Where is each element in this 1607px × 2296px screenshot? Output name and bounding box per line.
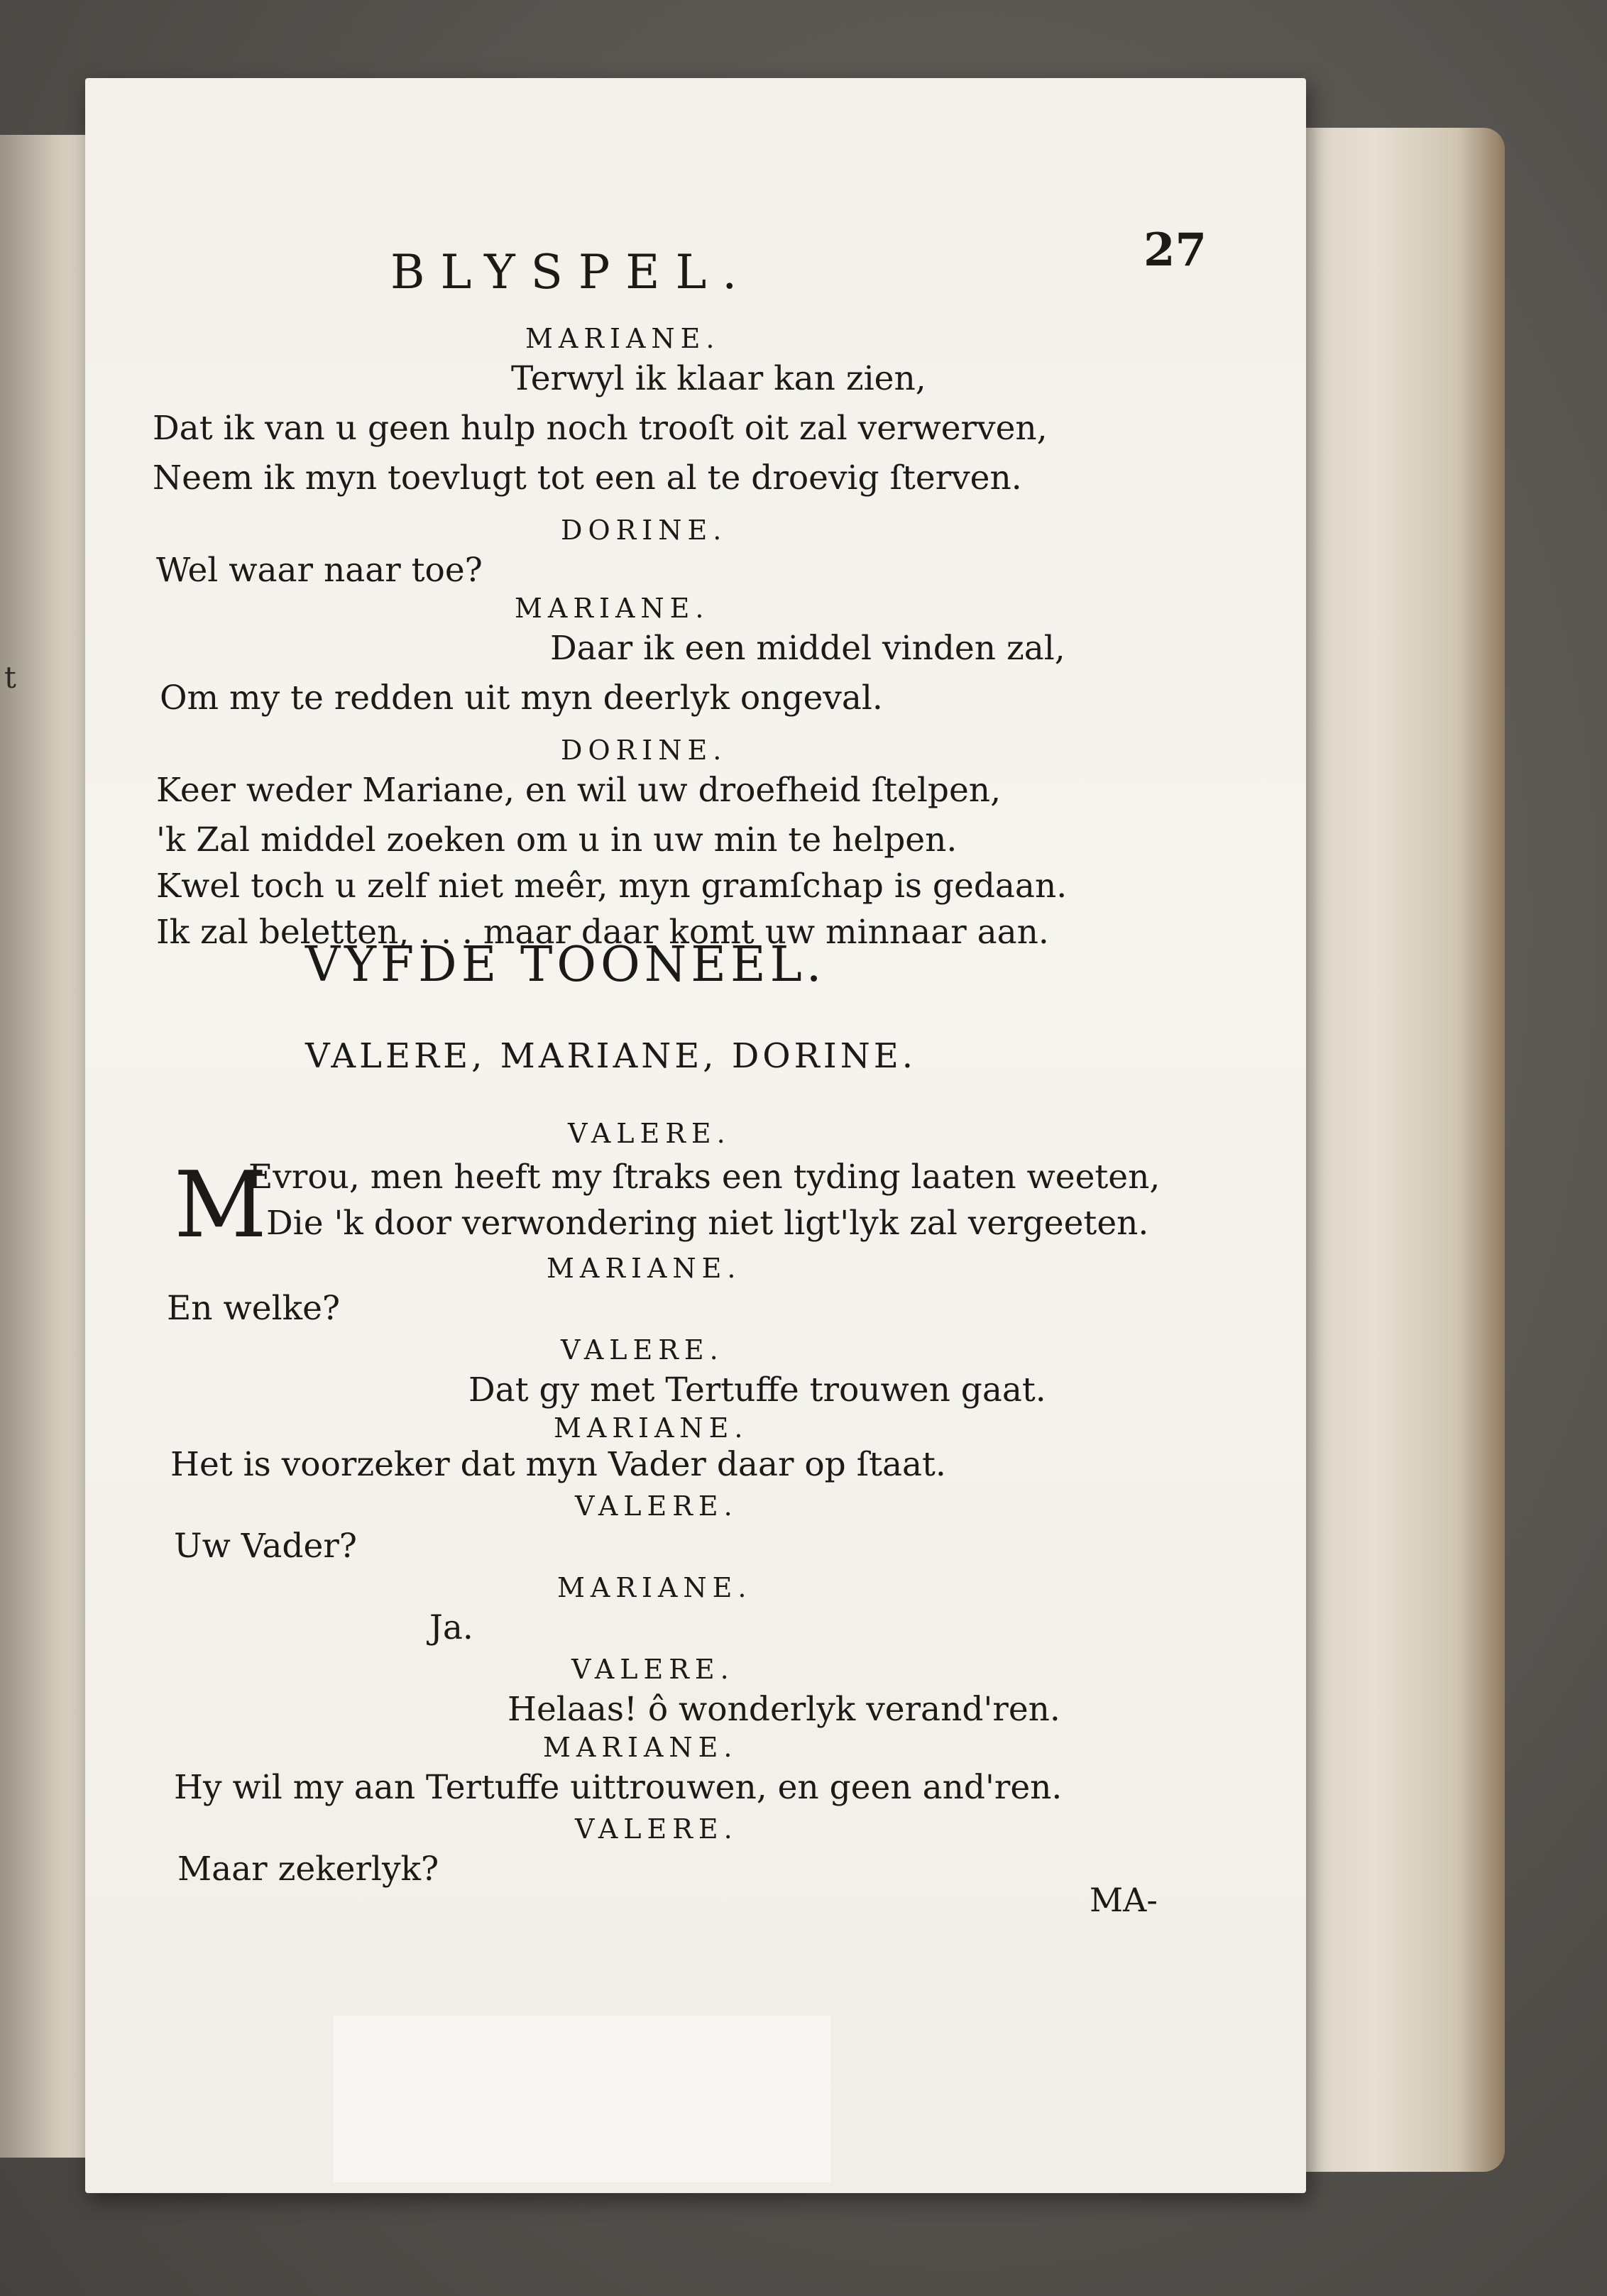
verse-line: Kwel toch u zelf niet meêr, myn gramſchap is gedaan. (156, 867, 1068, 906)
drop-cap: M (174, 1153, 268, 1258)
page-number: 27 (1143, 224, 1207, 277)
verse-line: Daar ik een middel vinden zal, (550, 629, 1065, 668)
speaker-label: VALERE. (575, 1813, 738, 1845)
running-head: BLYSPEL. (390, 245, 753, 300)
speaker-label: VALERE. (575, 1490, 738, 1522)
verse-line: Uw Vader? (174, 1527, 357, 1566)
speaker-label: VALERE. (561, 1334, 724, 1366)
verse-line: 'k Zal middel zoeken om u in uw min te helpen. (156, 820, 958, 859)
verse-line: Ja. (429, 1608, 473, 1647)
left-page-edge (0, 135, 94, 2158)
verse-line: Wel waar naar toe? (156, 551, 483, 590)
speaker-label: VALERE. (568, 1118, 731, 1149)
verse-line: Die 'k door verwondering niet ligt'lyk zal vergeeten. (266, 1204, 1149, 1243)
verse-line: Om my te redden uit myn deerlyk ongeval. (160, 679, 883, 718)
verse-line: Dat ik van u geen hulp noch trooſt oit zal verwerven, (153, 409, 1048, 448)
speaker-label: MARIANE. (525, 323, 720, 354)
verse-line: Hy wil my aan Tertuffe uittrouwen, en geen and'ren. (174, 1768, 1063, 1807)
left-page-fragment: t (4, 660, 16, 695)
speaker-label: MARIANE. (547, 1253, 742, 1284)
speaker-label: DORINE. (561, 735, 728, 766)
catchword: MA- (1090, 1881, 1158, 1919)
speaker-label: MARIANE. (554, 1412, 749, 1444)
speaker-label: DORINE. (561, 515, 728, 546)
verse-line: Terwyl ik klaar kan zien, (511, 359, 926, 398)
blank-label-patch (334, 2016, 830, 2182)
book-page (85, 78, 1306, 2193)
verse-line: Maar zekerlyk? (177, 1850, 439, 1889)
verse-line: Ik zal beletten, . . . maar daar komt uw minnaar aan. (156, 913, 1049, 952)
speaker-label: MARIANE. (515, 593, 710, 624)
verse-line: En welke? (167, 1289, 341, 1328)
verse-line: Helaas! ô wonderlyk verand'ren. (508, 1690, 1060, 1729)
verse-line: Evrou, men heeft my ſtraks een tyding laaten weeten, (248, 1158, 1161, 1197)
speaker-label: MARIANE. (543, 1732, 738, 1763)
speaker-label: VALERE. (571, 1654, 735, 1685)
verse-line: Het is voorzeker dat myn Vader daar op ſtaat. (170, 1445, 946, 1484)
verse-line: Keer weder Mariane, en wil uw droefheid ſtelpen, (156, 771, 1002, 810)
verse-line: Dat gy met Tertuffe trouwen gaat. (468, 1371, 1046, 1410)
verse-line: Neem ik myn toevlugt tot een al te droevig ſterven. (153, 458, 1022, 498)
speaker-label: MARIANE. (557, 1572, 752, 1603)
scene-title: VYFDE TOONEEL. (305, 937, 826, 993)
scene-cast: VALERE, MARIANE, DORINE. (305, 1036, 917, 1076)
